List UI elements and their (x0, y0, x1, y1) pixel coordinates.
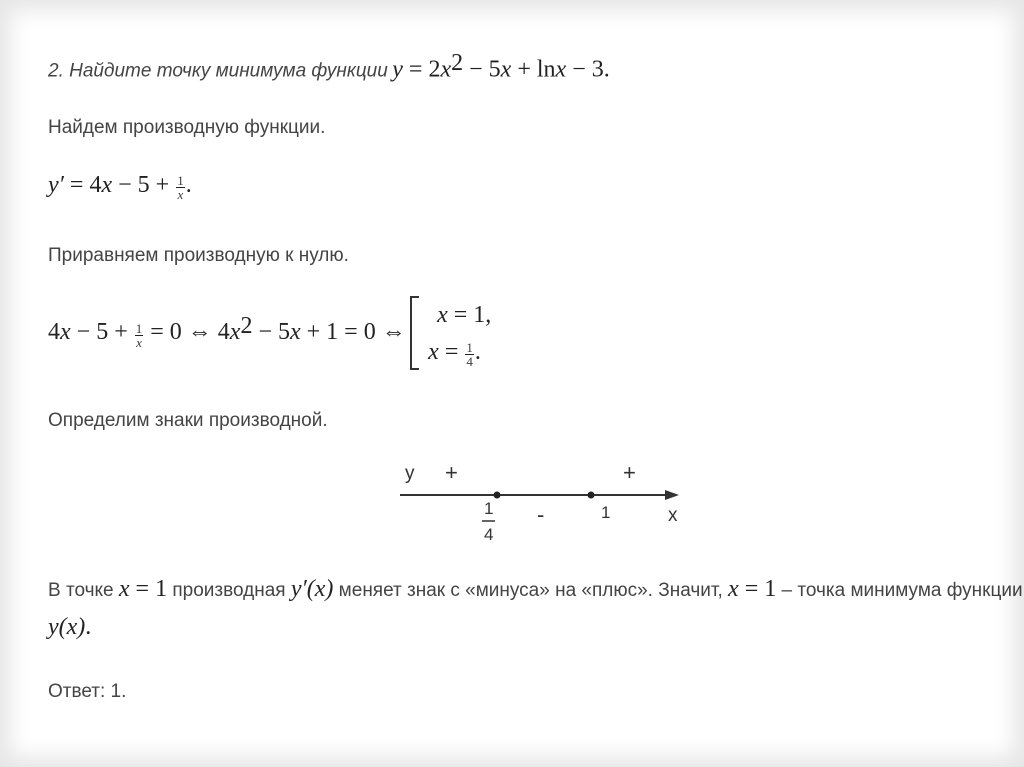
solution-eq: = (438, 339, 465, 365)
fraction-numerator: 1 (466, 340, 473, 356)
point1-denominator: 4 (484, 525, 494, 544)
task-formula-part: + ln (511, 56, 556, 83)
sign-left: + (445, 460, 458, 485)
conclusion-eq: = 1 (129, 576, 168, 602)
task-formula-part: − 3. (566, 56, 610, 83)
number-line-svg (395, 455, 695, 555)
conclusion-x: x (728, 576, 739, 602)
solution-row-1 (428, 298, 491, 335)
equation-fraction (135, 322, 144, 349)
task-label: 2. Найдите точку минимума функции (48, 60, 388, 82)
solution-x: x (428, 339, 439, 365)
conclusion-line-2 (48, 614, 91, 641)
derivative-formula (48, 172, 192, 201)
solution-set (410, 298, 491, 372)
equation-line (48, 298, 491, 372)
derivative-part: = 4 (63, 172, 102, 198)
conclusion-line-1 (48, 576, 1023, 603)
derivative-x: x (101, 172, 113, 198)
equation-x: x (60, 319, 71, 346)
number-line (395, 455, 695, 555)
axis-y-label: y (405, 463, 415, 484)
task-statement (48, 50, 610, 83)
conclusion-yprime-arg: (x) (306, 576, 334, 602)
fraction-numerator: 1 (177, 173, 184, 189)
derivative-fraction (176, 174, 185, 201)
derivative-lhs: y′ (48, 172, 64, 198)
equation-part: + 1 = 0 ⇔ (300, 319, 406, 346)
equation-x: x (229, 319, 241, 346)
conclusion-text: В точке (48, 580, 119, 601)
task-formula-x: x (440, 56, 452, 83)
derivative-part: − 5 + (112, 172, 176, 198)
conclusion-y-arg: (x) (58, 614, 86, 640)
conclusion-x: x (118, 576, 130, 602)
fraction-denominator: x (177, 187, 184, 203)
task-formula-y: y (392, 56, 403, 83)
equation-part: − 5 + (70, 319, 134, 346)
task-formula-x: x (500, 56, 512, 83)
derivative-end: . (185, 172, 192, 198)
solution-row-2 (428, 335, 491, 372)
equation-part: − 5 (252, 319, 290, 346)
equation-part: = 0 ⇔ 4 (144, 319, 230, 346)
step3-text: Определим знаки производной. (48, 410, 328, 431)
solution-end: . (474, 339, 481, 365)
answer-text: Ответ: 1. (48, 681, 127, 702)
sign-right: + (623, 460, 636, 485)
point-one (588, 492, 595, 499)
fraction-denominator: 4 (466, 354, 473, 370)
point-quarter (494, 492, 501, 499)
conclusion-text: производная (167, 580, 291, 601)
task-formula-exp: 2 (451, 50, 464, 76)
solution-fraction (465, 341, 474, 368)
conclusion-text: меняет знак с «минуса» на «плюс». Значит, (333, 580, 729, 601)
conclusion-y: y (48, 614, 59, 640)
axis-arrow-icon (665, 490, 679, 500)
equation-part: 4 (48, 319, 60, 346)
axis-x-label: x (668, 505, 678, 526)
solution-value: = 1, (447, 302, 492, 328)
fraction-denominator: x (136, 334, 142, 350)
equation-exp: 2 (240, 312, 253, 339)
conclusion-yprime: y′ (290, 576, 307, 602)
step2-text: Приравняем производную к нулю. (48, 245, 349, 266)
task-formula-part: − 5 (463, 56, 501, 83)
equation-x: x (289, 319, 301, 346)
solution-x: x (437, 302, 448, 328)
task-formula-x: x (555, 56, 567, 83)
step1-text: Найдем производную функции. (48, 117, 326, 138)
conclusion-text: – точка минимума функции (776, 580, 1023, 601)
task-formula-part: = 2 (402, 56, 441, 83)
solution-bracket (410, 296, 419, 370)
conclusion-end: . (85, 614, 92, 640)
sign-middle: - (537, 502, 545, 527)
conclusion-eq: = 1 (738, 576, 777, 602)
point1-numerator: 1 (484, 499, 494, 518)
point2-label: 1 (601, 503, 611, 522)
fraction-numerator: 1 (135, 320, 143, 336)
